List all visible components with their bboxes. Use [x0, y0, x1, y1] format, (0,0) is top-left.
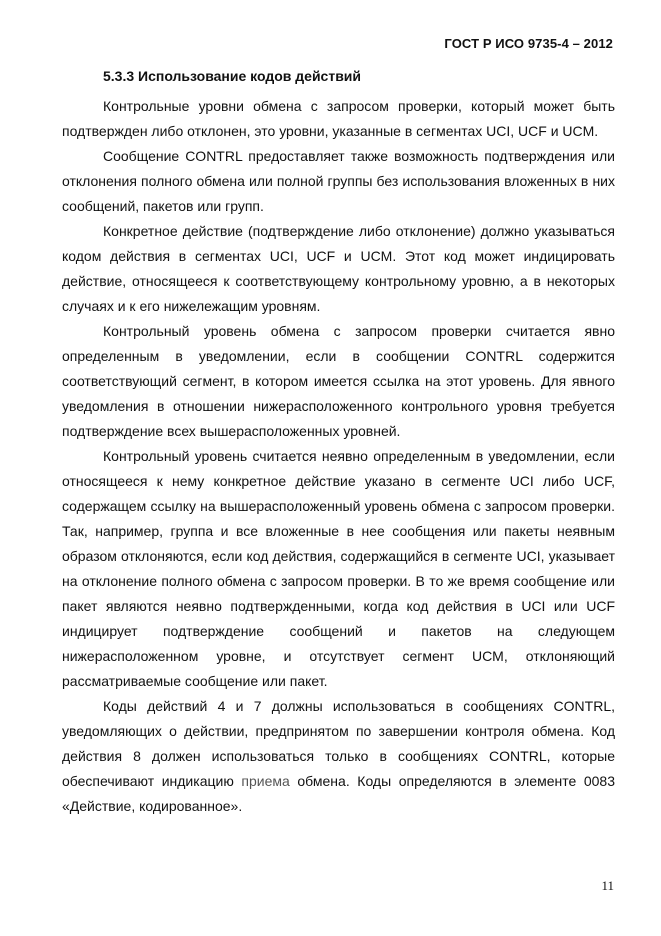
paragraph-4: Контрольный уровень обмена с запросом проверки считается явно определенным в уведомлении, если в сообщении CONTRL содержится соответствующий сегмент, в котором имеется ссылка на этот уровень. Для явного уведомления в отношении нижерасположенного контрольного уровня требуется подтверждение всех вышерасположенных уровней. — [62, 323, 615, 439]
paragraph-6 — [62, 694, 615, 819]
paragraph-3: Конкретное действие (подтверждение либо отклонение) должно указываться кодом действия в сегментах UCI, UCF и UCM. Этот код может индицировать действие, относящееся к соответствующему контрольному уровню, а в некоторых случаях и к его нижележащим уровням. — [62, 223, 615, 314]
document-header: ГОСТ Р ИСО 9735-4 – 2012 — [444, 36, 613, 51]
page-number: 11 — [601, 878, 614, 893]
highlighted-word: приема — [241, 773, 290, 789]
paragraph-2: Сообщение CONTRL предоставляет также возможность подтверждения или отклонения полного обмена или полной группы без использования вложенных в них сообщений, пакетов или групп. — [62, 148, 615, 214]
paragraph-6-text-end: обмена. Коды определяются в элементе 0083 «Действие, кодированное». — [62, 773, 615, 814]
paragraph-5: Контрольный уровень считается неявно определенным в уведомлении, если относящееся к нему конкретное действие указано в сегменте UCI либо UCF, содержащем ссылку на вышерасположенный уровень обмена с запросом проверки. Так, например, группа и все вложенные в нее сообщения или пакеты неявным образом отклоняются, если код действия, содержащийся в сегменте UCI, указывает на отклонение полного обмена с запросом проверки. В то же время сообщение или пакет являются неявно подтвержденными, когда код действия в UCI или UCF индицирует подтверждение сообщений и пакетов на следующем нижерасположенном уровне, и отсутствует сегмент UCM, отклоняющий рассматриваемые сообщение или пакет. — [62, 448, 615, 689]
document-body — [62, 64, 615, 819]
paragraph-6-text-start: Коды действий 4 и 7 должны использоваться в сообщениях CONTRL, уведомляющих о действии, предпринятом по завершении контроля обмена. Код действия 8 должен использоваться только в сообщениях CONTRL, которые обеспечивают индикацию — [62, 698, 615, 789]
section-heading: 5.3.3 Использование кодов действий — [103, 68, 362, 84]
paragraph-1: Контрольные уровни обмена с запросом проверки, который может быть подтвержден либо отклонен, это уровни, указанные в сегментах UCI, UCF и UCM. — [62, 98, 615, 139]
